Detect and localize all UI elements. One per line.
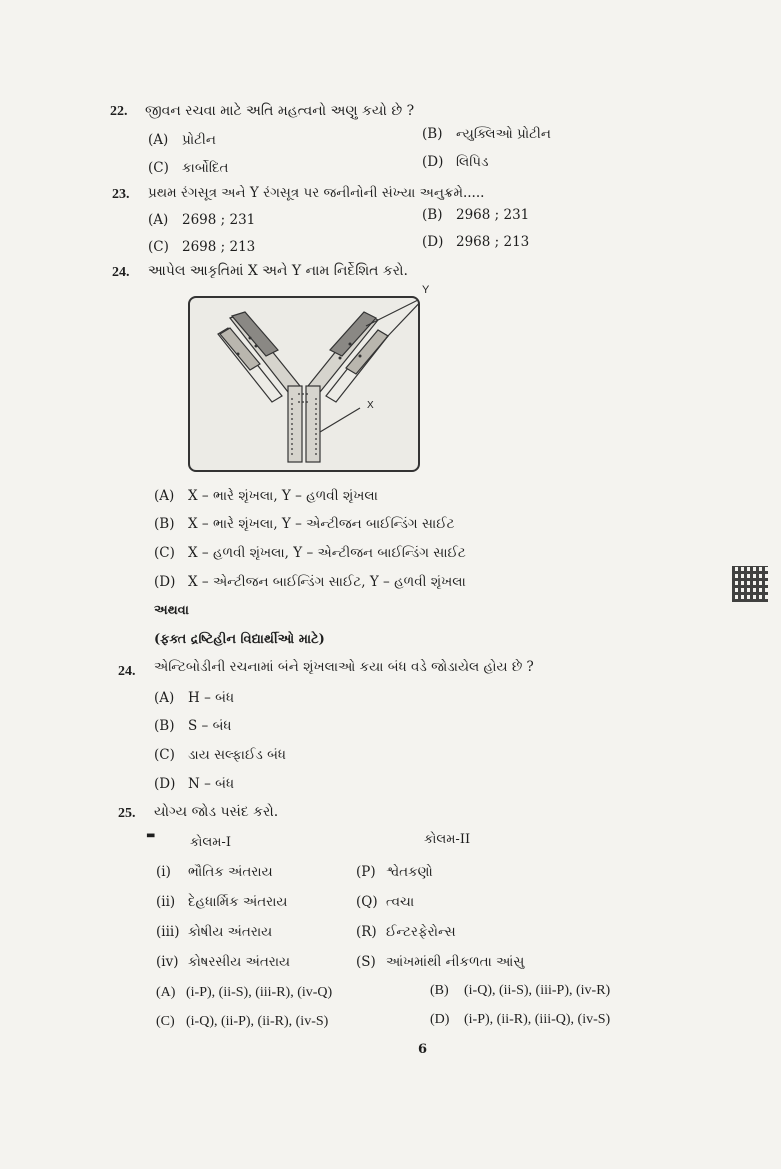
q25-option-b: (B) (i-Q), (ii-S), (iii-P), (iv-R) [430,983,611,998]
or-text: અથવા [154,603,189,618]
qr-code [732,566,768,602]
q25-option-d: (D) (i-P), (ii-R), (iii-Q), (iv-S) [430,1012,611,1027]
blind-note: (ફક્ત દ્રષ્ટિહીન વિદ્યાર્થીઓ માટે) [154,632,325,647]
column-1-header: કોલમ-I [190,835,231,850]
q24b-option-a: (A) H – બંધ [154,690,235,706]
q24b-option-c: (C) ડાય સલ્ફાઈડ બંધ [154,747,287,763]
column-2-header: કોલમ-II [424,832,471,847]
q22-option-d: (D) લિપિડ [422,154,489,170]
q23-number: 23. [112,187,130,202]
q24b-number: 24. [118,664,136,679]
match-row-2: (ii) દેહધાર્મિક અંતરાય (Q) ત્વચા [156,894,415,910]
stray-mark: ▬ [146,830,156,841]
diagram-label-x: X [367,400,374,411]
q24b-option-b: (B) S – બંધ [154,718,232,734]
antibody-y-shape [190,298,418,470]
q25-option-c: (C) (i-Q), (ii-P), (ii-R), (iv-S) [156,1014,329,1029]
q24-option-b: (B) X – ભારે શૃંખલા, Y – એન્ટીજન બાઈન્ડિંગ સાઈટ [154,516,455,532]
q22-text: જીવન રચવા માટે અતિ મહત્વનો અણુ કયો છે ? [145,103,415,119]
antibody-diagram [188,296,420,472]
page-number: 6 [418,1042,428,1057]
q23-option-c: (C) 2698 ; 213 [148,239,256,255]
q22-option-c: (C) કાર્બોદિત [148,160,229,176]
diagram-label-y: Y [422,284,430,296]
q25-option-a: (A) (i-P), (ii-S), (iii-R), (iv-Q) [156,985,333,1000]
q25-number: 25. [118,806,136,821]
q24b-option-d: (D) N – બંધ [154,776,235,792]
q24-text: આપેલ આકૃતિમાં X અને Y નામ નિર્દેશિત કરો. [148,263,408,279]
q23-option-a: (A) 2698 ; 231 [148,212,256,228]
q22-option-b: (B) ન્યુક્લિઓ પ્રોટીન [422,126,551,142]
q23-option-d: (D) 2968 ; 213 [422,234,530,250]
q23-option-b: (B) 2968 ; 231 [422,207,530,223]
q24b-text: એન્ટિબોડીની રચનામાં બંને શૃંખલાઓ કયા બંધ વડે જોડાયેલ હોય છે ? [154,659,534,675]
q23-text: પ્રથમ રંગસૂત્ર અને Y રંગસૂત્ર પર જનીનોની સંખ્યા અનુક્રમે..... [148,185,485,201]
q22-option-a: (A) પ્રોટીન [148,132,216,148]
q24-number: 24. [112,265,130,280]
match-row-1: (i) ભૌતિક અંતરાય (P) શ્વેતકણો [156,864,433,880]
match-row-4: (iv) કોષરસીય અંતરાય (S) આંખમાંથી નીકળતા આંસુ [156,954,525,970]
q24-option-c: (C) X – હળવી શૃંખલા, Y – એન્ટીજન બાઈન્ડિંગ સાઈટ [154,545,466,561]
q25-text: યોગ્ય જોડ પસંદ કરો. [154,804,279,820]
q24-option-d: (D) X – એન્ટીજન બાઈન્ડિંગ સાઈટ, Y – હળવી શૃંખલા [154,574,466,590]
match-row-3: (iii) કોષીય અંતરાય (R) ઈન્ટરફેરોન્સ [156,924,456,940]
q22-number: 22. [110,104,128,119]
q24-option-a: (A) X – ભારે શૃંખલા, Y – હળવી શૃંખલા [154,488,378,504]
